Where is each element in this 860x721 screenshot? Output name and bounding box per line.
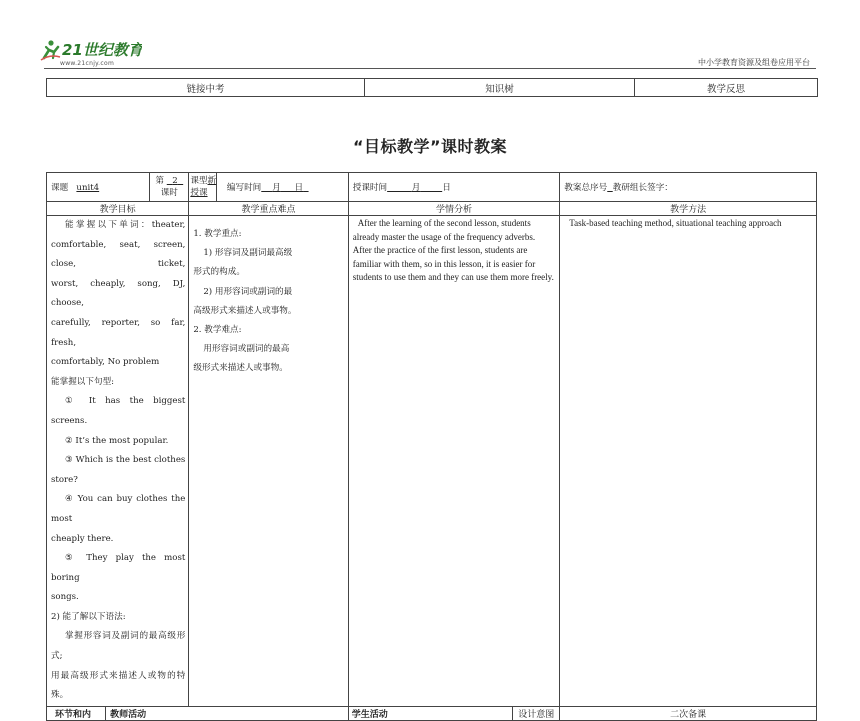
objective-line: ③ Which is the best clothes store? bbox=[51, 455, 186, 485]
objective-line: 能掌握以下单词：theater, bbox=[65, 220, 186, 230]
analysis-text: After the learning of the second lesson, students already master the usage of the frequency adverbs. After the practice of the first lesson, students are familiar with them, so in this lesson, it is easier for students to use them and they can use them more freely. bbox=[352, 218, 554, 283]
keypoint-line: 1) 形容词及副词最高级 bbox=[203, 248, 293, 259]
objective-line: 2) 能了解以下语法: bbox=[51, 611, 126, 622]
keypoints-cell bbox=[189, 216, 348, 707]
logo-site: www.21cnjy.com bbox=[60, 60, 115, 67]
topic-cell: 课题 unit4 bbox=[47, 173, 150, 202]
content-row bbox=[47, 216, 817, 707]
reflection-cell: 教学反思 bbox=[635, 79, 818, 97]
keypoint-line: 形式的构成。 bbox=[193, 267, 245, 278]
keypoint-line: 用形容词或副词的最高 bbox=[203, 344, 290, 355]
type-cell: 课型新 授课 bbox=[189, 173, 217, 202]
teacher-activity-header: 教师活动 bbox=[106, 706, 349, 720]
platform-name: 中小学教育资源及组卷应用平台 bbox=[698, 58, 810, 67]
analysis-cell bbox=[348, 216, 560, 707]
logo-runner-icon bbox=[40, 38, 142, 62]
logo-text: 21世纪教育 bbox=[62, 41, 142, 59]
objective-line: ④ You can buy clothes the most bbox=[51, 494, 186, 524]
header-methods: 教学方法 bbox=[560, 202, 817, 216]
info-row bbox=[47, 173, 817, 202]
objectives-cell bbox=[47, 216, 189, 707]
student-activity-header: 学生活动 bbox=[348, 706, 512, 720]
objective-line: comfortable, seat, screen, close, ticket, bbox=[51, 239, 186, 270]
keypoint-line: 1. 教学重点: bbox=[193, 229, 242, 239]
header-divider bbox=[44, 68, 816, 69]
section-header: 环节和内 bbox=[47, 706, 106, 720]
header-analysis: 学情分析 bbox=[348, 202, 560, 216]
link-exam-cell: 链接中考 bbox=[47, 79, 365, 97]
keypoint-line: 2) 用形容词或副词的最 bbox=[203, 286, 293, 297]
topic-value: unit4 bbox=[76, 183, 100, 193]
lesson-plan-table bbox=[46, 172, 817, 721]
column-header-row bbox=[47, 202, 817, 216]
methods-text: Task-based teaching method, situational teaching approach bbox=[569, 218, 782, 228]
page-title: “目标教学”课时教案 bbox=[352, 137, 508, 156]
header-objectives: 教学目标 bbox=[47, 202, 189, 216]
knowledge-tree-cell: 知识树 bbox=[365, 79, 635, 97]
objective-line: 用最高级形式来描述人或物的特殊。 bbox=[51, 670, 186, 701]
teach-time-cell: 授课时间 月 日 bbox=[348, 173, 560, 202]
activity-header-row bbox=[47, 706, 817, 720]
keypoint-line: 级形式来描述人或事物。 bbox=[193, 363, 288, 374]
keypoint-line: 2. 教学难点: bbox=[193, 325, 242, 336]
write-time-cell: 编写时间 月 日 bbox=[217, 173, 348, 202]
objective-line: comfortably, No problem bbox=[51, 357, 160, 368]
lesson-cell: 第 2 课时 bbox=[150, 173, 189, 202]
keypoint-line: 高级形式来描述人或事物。 bbox=[193, 305, 297, 316]
second-prep-header: 二次备课 bbox=[560, 706, 817, 720]
objective-line: songs. bbox=[51, 592, 79, 603]
objective-line: ① It has the biggest screens. bbox=[51, 396, 186, 426]
design-intent-header: 设计意图 bbox=[513, 706, 560, 720]
methods-cell bbox=[560, 216, 817, 707]
header-keypoints: 教学重点难点 bbox=[189, 202, 348, 216]
site-logo bbox=[40, 38, 142, 68]
objective-line: 能掌握以下句型: bbox=[51, 376, 115, 387]
plan-number-cell: 教案总序号 教研组长签字： bbox=[560, 173, 817, 202]
objective-line: cheaply there. bbox=[51, 533, 114, 544]
objective-line: 掌握形容词及副词的最高级形式; bbox=[51, 631, 186, 662]
objective-line: ② It’s the most popular. bbox=[65, 435, 169, 446]
objective-line: carefully, reporter, so far, fresh, bbox=[51, 317, 186, 348]
objective-line: ⑤ They play the most boring bbox=[51, 553, 186, 583]
objective-line: worst, cheaply, song, DJ, choose, bbox=[51, 278, 186, 309]
top-link-table bbox=[46, 78, 818, 97]
